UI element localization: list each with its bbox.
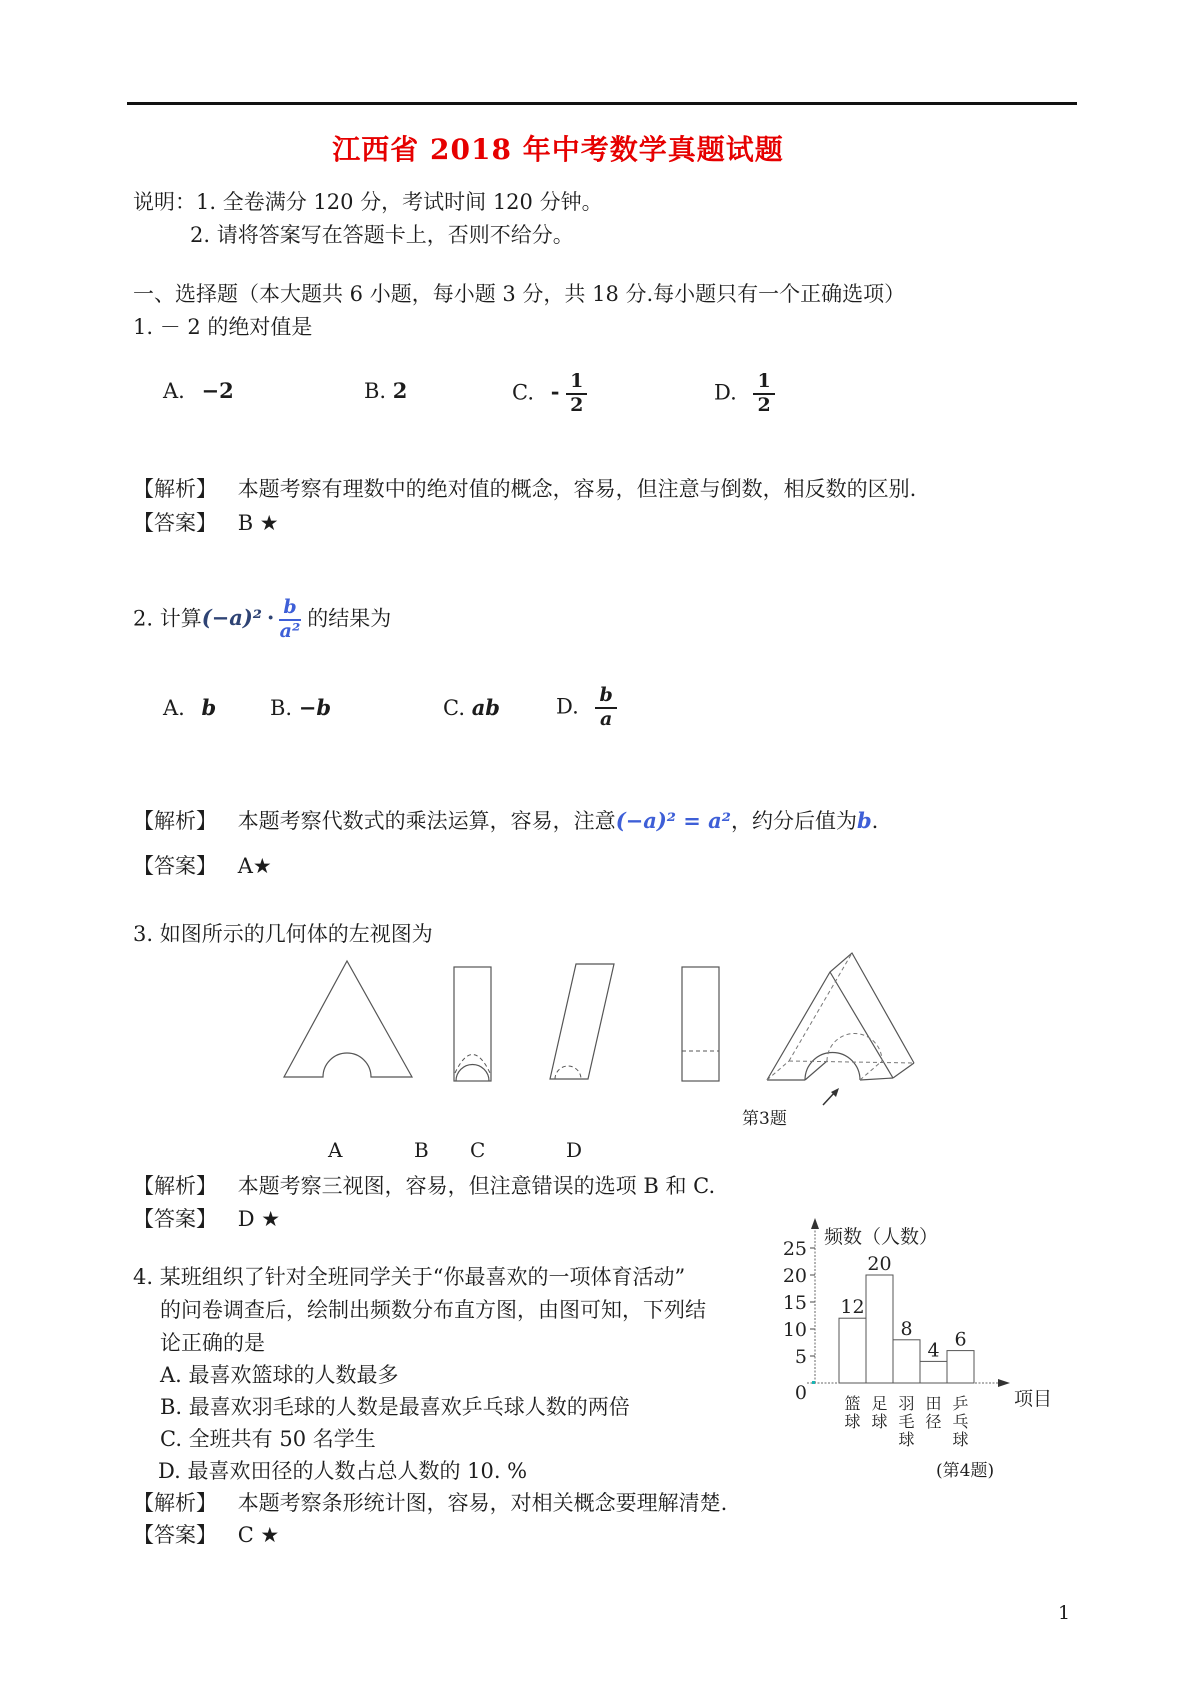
answer-label: 【答案】 [133,1523,217,1547]
q1-option-b [364,378,407,403]
answer-label: 【答案】 [133,1207,217,1231]
fraction: $\frac{1}{2}$ [753,372,774,416]
bar-value-label: 12 [840,1296,865,1319]
q1-option-d [714,372,775,416]
analysis-text: 本题考察三视图，容易，但注意错误的选项 B 和 C. [237,1174,716,1198]
x-axis-arrow-icon [998,1379,1010,1387]
q3-figure-caption: 第3题 [742,1109,787,1129]
option-value: ab [471,695,500,720]
view-option-b-figure [453,966,493,1082]
analysis-text: 本题考察条形统计图，容易，对相关概念要理解清楚. [237,1491,728,1515]
bar-category-label: 田径 [925,1394,942,1431]
option-label: D. [714,380,737,405]
bar-category-label: 乒乓球 [952,1394,969,1449]
option-label: A. [163,696,185,720]
figure-label-a: A [328,1138,343,1162]
view-option-c-figure [544,963,624,1081]
bar-category-label: 足球 [871,1394,888,1431]
q3-analysis-row [133,1170,715,1200]
analysis-variable: b [856,808,872,833]
bar-category-label: 篮球 [844,1394,861,1431]
y-tick-label: 25 [782,1238,807,1260]
y-tick-label: 5 [794,1346,807,1368]
q1-stem: 1. － 2 的绝对值是 [133,315,313,339]
q2-answer-row [133,850,272,880]
bar-4 [947,1351,974,1383]
q3-answer-row [133,1203,280,1233]
bar-0 [839,1318,866,1383]
q4-stem-line-3: 论正确的是 [160,1331,265,1355]
option-label: B. [364,379,387,403]
q2-option-d [556,686,617,730]
q1-analysis-row [133,473,916,503]
frequency-chart-svg [728,1215,1073,1470]
header-rule [127,102,1077,105]
option-label: B. [270,696,293,720]
page-number: 1 [1058,1602,1071,1624]
figure-label-d: D [566,1138,583,1162]
fraction: $\frac{b}{\text{a²}}$ [279,596,301,642]
option-label: C. [443,696,465,720]
analysis-text: 本题考察有理数中的绝对值的概念，容易，但注意与倒数，相反数的区别. [237,477,917,501]
q2-option-b [270,695,331,720]
analysis-label: 【解析】 [133,1491,217,1515]
q4-answer-row [133,1519,279,1549]
q2-formula: (−a)² · $\frac{b}{\text{a²}}$ [201,596,301,642]
bar-value-label: 4 [927,1339,940,1362]
q2-analysis-row [133,805,878,835]
q4-option-b: B. 最喜欢羽毛球的人数是最喜欢乒乓球人数的两倍 [160,1395,630,1419]
analysis-text: 本题考察代数式的乘法运算，容易，注意(−a)² = a²，约分后值为b. [237,808,879,833]
notes-line-1: 说明：1. 全卷满分 120 分，考试时间 120 分钟。 [133,190,603,214]
bar-value-label: 6 [954,1328,967,1351]
y-tick-label: 0 [794,1382,807,1404]
analysis-formula: (−a)² = a² [615,808,731,833]
page-title: 江西省 2018 年中考数学真题试题 [332,133,784,166]
q1-option-a [163,378,234,403]
q4-stem-line-1: 4. 某班组织了针对全班同学关于“你最喜欢的一项体育活动” [133,1265,686,1289]
analysis-label: 【解析】 [133,1174,217,1198]
option-label: C. [512,380,534,405]
option-label: D. [556,694,579,719]
analysis-label: 【解析】 [133,809,217,833]
origin-dot [812,1381,815,1384]
q1-answer-row [133,507,279,537]
minus-sign: - [550,379,560,405]
option-value: 2 [392,378,408,403]
view-option-d-figure [681,966,721,1082]
q2-stem-suffix: 的结果为 [300,606,392,631]
q4-stem-line-2: 的问卷调查后，绘制出频数分布直方图，由图可知，下列结 [160,1298,706,1322]
option-label: A. [163,379,185,403]
bar-1 [866,1275,893,1383]
chart-caption: (第4题) [936,1461,995,1481]
bar-category-label: 羽毛球 [898,1394,915,1449]
figure-label-b: B [414,1138,429,1162]
answer-text: B ★ [237,511,279,535]
q2-stem-prefix: 2. 计算 [133,606,202,631]
fraction: $\frac{b}{a}$ [595,686,616,730]
option-value: −2 [201,378,234,403]
pointer-arrow-icon [823,1088,839,1105]
y-tick-label: 10 [782,1319,807,1341]
answer-text: C ★ [237,1523,280,1547]
option-value: −b [298,695,332,720]
q2-option-c [443,695,500,720]
q4-analysis-row [133,1487,727,1517]
bar-3 [920,1361,947,1383]
y-axis-title: 频数（人数） [824,1226,939,1248]
y-tick-label: 15 [782,1292,807,1314]
bar-value-label: 8 [900,1317,913,1340]
solid-3d-figure [755,945,925,1110]
q2-stem [133,598,391,642]
figure-label-c: C [470,1138,486,1162]
answer-text: A★ [237,854,272,878]
bar-2 [893,1340,920,1383]
answer-text: D ★ [237,1207,281,1231]
bar-value-label: 20 [867,1253,892,1275]
q4-option-c: C. 全班共有 50 名学生 [160,1427,376,1451]
notes-line-2: 2. 请将答案写在答题卡上，否则不给分。 [190,223,574,247]
y-axis-arrow-icon [811,1218,819,1229]
q4-option-a: A. 最喜欢篮球的人数最多 [160,1363,399,1387]
y-tick-label: 20 [782,1265,807,1287]
fraction: $\frac{1}{2}$ [566,372,587,416]
answer-label: 【答案】 [133,854,217,878]
q2-option-a [163,695,216,720]
answer-label: 【答案】 [133,511,217,535]
section-heading: 一、选择题（本大题共 6 小题，每小题 3 分，共 18 分.每小题只有一个正确选项） [133,282,906,306]
q4-option-d: D. 最喜欢田径的人数占总人数的 10. % [158,1459,528,1483]
x-axis-title: 项目 [1014,1388,1053,1410]
option-value: b [201,695,217,720]
q3-stem: 3. 如图所示的几何体的左视图为 [133,922,433,946]
q1-option-c [512,372,587,416]
analysis-label: 【解析】 [133,477,217,501]
view-option-a-figure [281,957,415,1079]
